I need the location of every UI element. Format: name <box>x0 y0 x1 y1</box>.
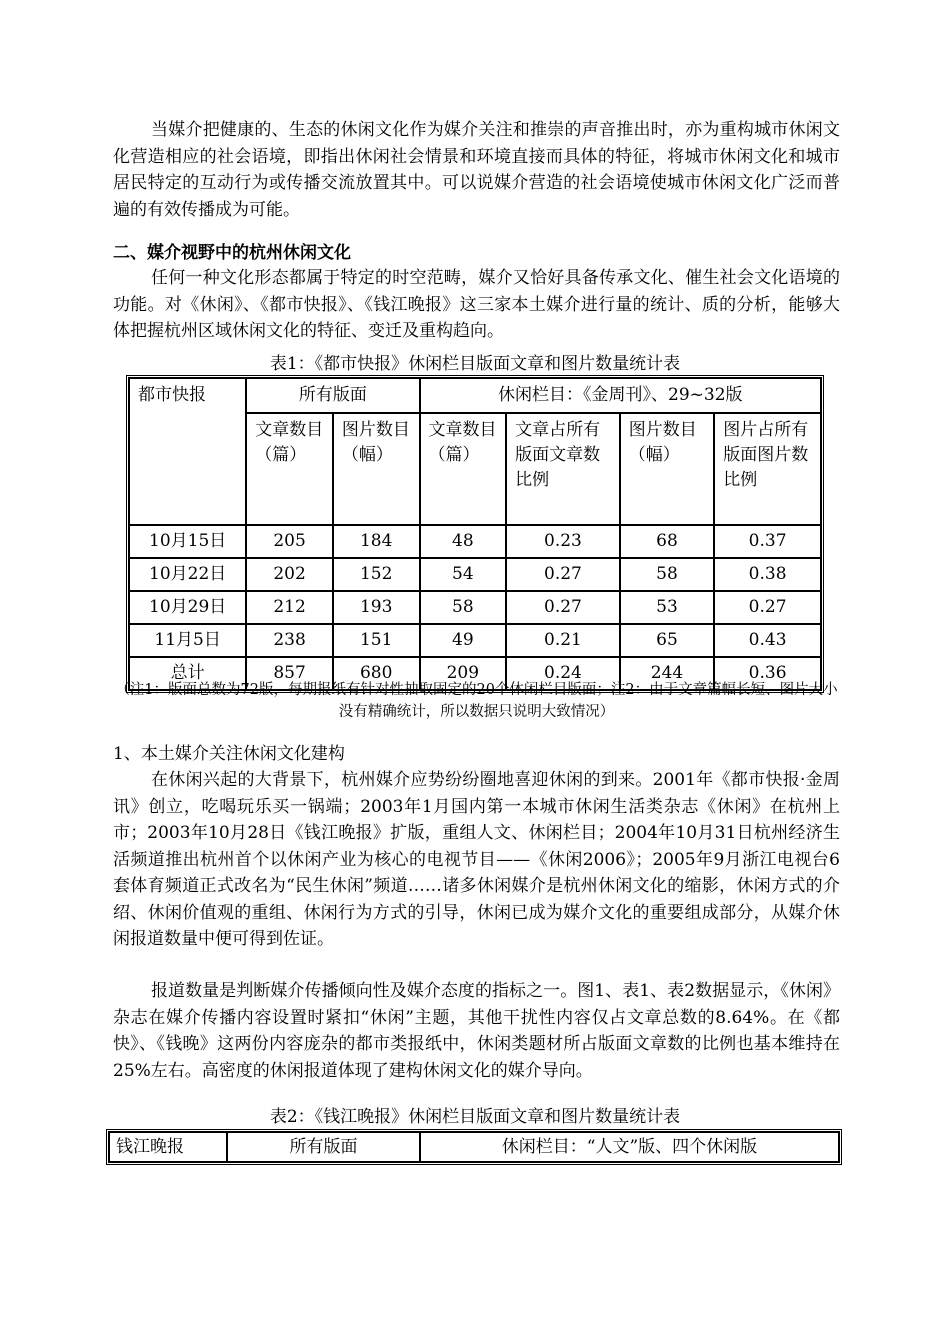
table1-corner-header: 都市快报 <box>129 378 246 525</box>
table1-cell: 151 <box>333 624 420 657</box>
table1-caption: 表1：《都市快报》休闲栏目版面文章和图片数量统计表 <box>269 354 681 374</box>
table1-cell: 205 <box>246 525 333 558</box>
table1-cell: 10月29日 <box>129 591 246 624</box>
table1-group-leisure-header: 休闲栏目：《金周刊》、29~32版 <box>420 378 821 413</box>
table1-subheader: 文章数目（篇） <box>246 413 333 525</box>
table1-cell: 0.24 <box>506 657 620 690</box>
table1-cell: 0.27 <box>506 558 620 591</box>
table1 <box>126 375 824 693</box>
table1-group-all-header: 所有版面 <box>246 378 419 413</box>
table-row <box>129 558 821 591</box>
table1-cell: 238 <box>246 624 333 657</box>
table1-cell: 11月5日 <box>129 624 246 657</box>
table2 <box>106 1129 842 1165</box>
table-row <box>129 591 821 624</box>
paragraph-local-media: 在休闲兴起的大背景下，杭州媒介应势纷纷圈地喜迎休闲的到来。2001年《都市快报·金周讯》创立，吃喝玩乐买一锅端；2003年1月国内第一本城市休闲生活类杂志《休闲》在杭州上市；2003年10月28日《钱江晚报》扩版，重组人文、休闲栏目；2004年10月31日杭州经济生活频道推出杭州首个以休闲产业为核心的电视节目——《休闲2006》；2005年9月浙江电视台6套体育频道正式改名为“民生休闲”频道……诸多休闲媒介是杭州休闲文化的缩影，休闲方式的介绍、休闲价值观的重组、休闲行为方式的引导，休闲已成为媒介文化的重要组成部分，从媒介休闲报道数量中便可得到佐证。 <box>113 770 840 949</box>
table1-cell: 193 <box>333 591 420 624</box>
table1-subheader: 文章数目（篇） <box>420 413 507 525</box>
table1-cell: 212 <box>246 591 333 624</box>
table1-cell: 0.36 <box>714 657 821 690</box>
table-row <box>129 624 821 657</box>
table1-cell: 54 <box>420 558 507 591</box>
table1-cell: 0.21 <box>506 624 620 657</box>
table1-cell: 48 <box>420 525 507 558</box>
table1-cell: 0.27 <box>714 591 821 624</box>
table1-subheader: 图片占所有版面图片数比例 <box>714 413 821 525</box>
table2-group-leisure-header: 休闲栏目：“人文”版、四个休闲版 <box>420 1132 839 1162</box>
table1-cell: 0.23 <box>506 525 620 558</box>
table1-cell: 0.43 <box>714 624 821 657</box>
table1-cell: 10月22日 <box>129 558 246 591</box>
table1-cell: 68 <box>620 525 714 558</box>
subsection-heading-1: 1、本土媒介关注休闲文化建构 <box>113 744 345 764</box>
table1-subheader: 图片数目（幅） <box>333 413 420 525</box>
table1-cell: 209 <box>420 657 507 690</box>
table1-cell: 49 <box>420 624 507 657</box>
table1-cell: 202 <box>246 558 333 591</box>
paragraph-report-volume: 报道数量是判断媒介传播倾向性及媒介态度的指标之一。图1、表1、表2数据显示，《休闲》杂志在媒介传播内容设置时紧扣“休闲”主题，其他干扰性内容仅占文章总数的8.64%。在《都快》、《钱晚》这两份内容庞杂的都市类报纸中，休闲类题材所占版面文章数的比例也基本维持在25%左右。高密度的休闲报道体现了建构休闲文化的媒介导向。 <box>113 981 840 1081</box>
table1-cell: 184 <box>333 525 420 558</box>
paragraph-section2: 任何一种文化形态都属于特定的时空范畴，媒介又恰好具备传承文化、催生社会文化语境的功能。对《休闲》、《都市快报》、《钱江晚报》这三家本土媒介进行量的统计、质的分析，能够大体把握杭州区域休闲文化的特征、变迁及重构趋向。 <box>113 268 840 341</box>
table2-caption: 表2：《钱江晚报》休闲栏目版面文章和图片数量统计表 <box>269 1107 681 1127</box>
table1-cell: 0.38 <box>714 558 821 591</box>
table1-cell: 58 <box>420 591 507 624</box>
table1-cell: 152 <box>333 558 420 591</box>
table1-cell: 680 <box>333 657 420 690</box>
table1-cell: 0.27 <box>506 591 620 624</box>
table1-cell: 53 <box>620 591 714 624</box>
table1-cell: 857 <box>246 657 333 690</box>
table1-subheader: 文章占所有版面文章数比例 <box>506 413 620 525</box>
table1-cell: 58 <box>620 558 714 591</box>
table1-subheader: 图片数目（幅） <box>620 413 714 525</box>
table1-cell: 65 <box>620 624 714 657</box>
table2-corner-header: 钱江晚报 <box>109 1132 227 1162</box>
table1-cell: 总计 <box>129 657 246 690</box>
table1-cell: 0.37 <box>714 525 821 558</box>
table-row <box>129 525 821 558</box>
table1-note: （注1：版面总数为72版，每期报纸有针对性抽取固定的20个休闲栏目版面；注2：由于文章篇幅长短、图片大小没有精确统计，所以数据只说明大致情况） <box>115 682 838 720</box>
section-heading-2: 二、媒介视野中的杭州休闲文化 <box>113 243 351 263</box>
table1-cell: 244 <box>620 657 714 690</box>
paragraph-intro: 当媒介把健康的、生态的休闲文化作为媒介关注和推崇的声音推出时，亦为重构城市休闲文化营造相应的社会语境，即指出休闲社会情景和环境直接而具体的特征，将城市休闲文化和城市居民特定的互动行为或传播交流放置其中。可以说媒介营造的社会语境使城市休闲文化广泛而普遍的有效传播成为可能。 <box>113 120 840 220</box>
table1-cell: 10月15日 <box>129 525 246 558</box>
table2-group-all-header: 所有版面 <box>227 1132 420 1162</box>
